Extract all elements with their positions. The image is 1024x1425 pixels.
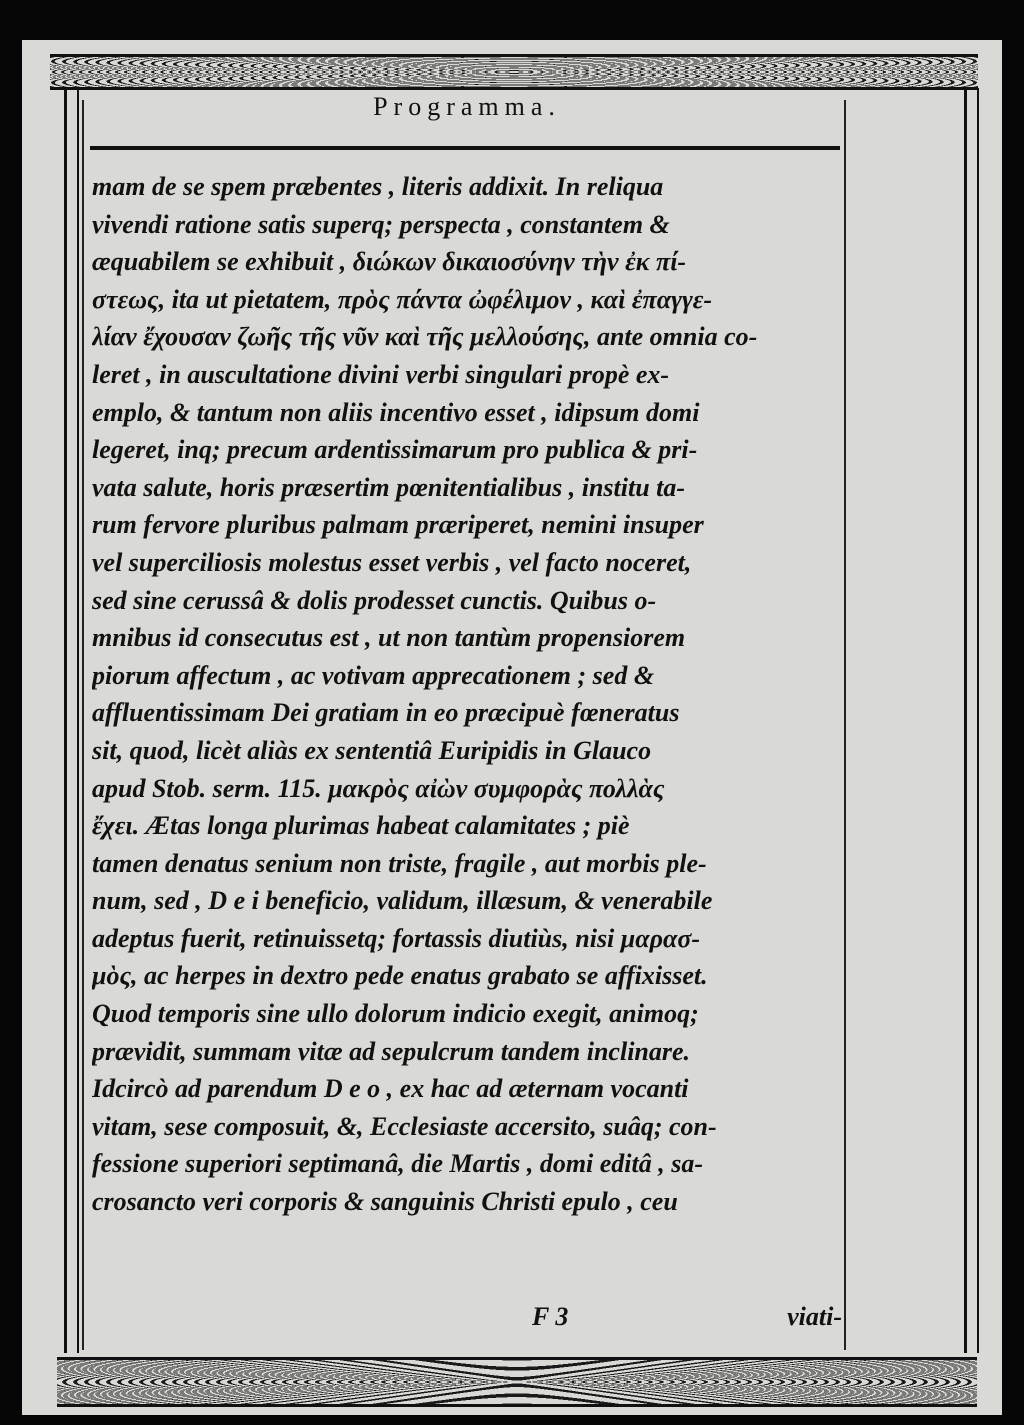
text-line: æquabilem se exhibuit , διώκων δικαιοσύνην τὴν ἐκ πί- <box>92 247 687 277</box>
text-line: num, sed , D e i beneficio, validum, illæsum, & venerabile <box>92 886 713 916</box>
text-line: mnibus id consecutus est , ut non tantùm propensiorem <box>92 623 686 653</box>
text-line: vel superciliosis molestus esset verbis , vel facto noceret, <box>92 547 692 577</box>
text-line: affluentissimam Dei gratiam in eo præcipuè fœneratus <box>92 698 680 728</box>
border-rule-left <box>64 88 79 1353</box>
catchword: viati- <box>787 1302 842 1331</box>
text-line: sit, quod, licèt aliàs ex sententiâ Euripidis in Glauco <box>92 735 652 765</box>
text-line: sed sine cerussâ & dolis prodesset cunctis. Quibus o- <box>92 585 657 615</box>
text-line: prævidit, summam vitæ ad sepulcrum tandem inclinare. <box>92 1036 691 1066</box>
text-line: vitam, sese composuit, &, Ecclesiaste accersito, suâq; con- <box>92 1111 717 1141</box>
text-line: Idcircò ad parendum D e o , ex hac ad æternam vocanti <box>92 1074 689 1104</box>
text-line: apud Stob. serm. 115. μακρὸς αἰὼν συμφορὰς πολλὰς <box>92 773 665 803</box>
text-line: Quod temporis sine ullo dolorum indicio exegit, animoq; <box>92 999 699 1029</box>
body-text <box>92 168 842 1221</box>
text-line: rum fervore pluribus palmam præriperet, nemini insuper <box>92 510 704 540</box>
text-line: vata salute, horis præsertim pœnitentialibus , institu ta- <box>92 472 686 502</box>
running-header: Programma. <box>373 92 561 121</box>
text-line: mam de se spem præbentes , literis addixit. In reliqua <box>92 172 664 201</box>
signature-mark: F 3 <box>532 1302 569 1331</box>
text-line: piorum affectum , ac votivam apprecationem ; sed & <box>92 660 655 690</box>
text-line: adeptus fuerit, retinuissetq; fortassis diutiùs, nisi μαρασ- <box>92 923 701 953</box>
text-line: στεως, ita ut pietatem, πρὸς πάντα ὠφέλιμον , καὶ ἐπαγγε- <box>92 284 713 314</box>
text-line: vivendi ratione satis superq; perspecta , constantem & <box>92 209 670 239</box>
ornamental-border-bottom <box>57 1357 977 1407</box>
text-line: fessione superiori septimanâ, die Martis , domi editâ , sa- <box>92 1149 704 1179</box>
inner-rule-left <box>82 100 84 1350</box>
inner-rule-right <box>844 100 846 1350</box>
text-line: μὸς, ac herpes in dextro pede enatus grabato se affixisset. <box>92 961 708 991</box>
text-line: tamen denatus senium non triste, fragile , aut morbis ple- <box>92 848 707 878</box>
text-line: leret , in auscultatione divini verbi singulari propè ex- <box>92 359 670 389</box>
text-line: emplo, & tantum non aliis incentivo esset , idipsum domi <box>92 397 700 427</box>
border-rule-right <box>964 88 979 1353</box>
ornamental-border-top <box>50 54 978 90</box>
text-line: crosancto veri corporis & sanguinis Christi epulo , ceu <box>92 1187 678 1217</box>
header-rule <box>90 146 840 150</box>
text-line: ἔχει. Ætas longa plurimas habeat calamitates ; piè <box>92 811 630 841</box>
text-line: legeret, inq; precum ardentissimarum pro publica & pri- <box>92 435 698 465</box>
book-page <box>22 40 1002 1415</box>
text-line: λίαν ἔχουσαν ζωῆς τῆς νῦν καὶ τῆς μελλούσης, ante omnia co- <box>92 322 758 352</box>
